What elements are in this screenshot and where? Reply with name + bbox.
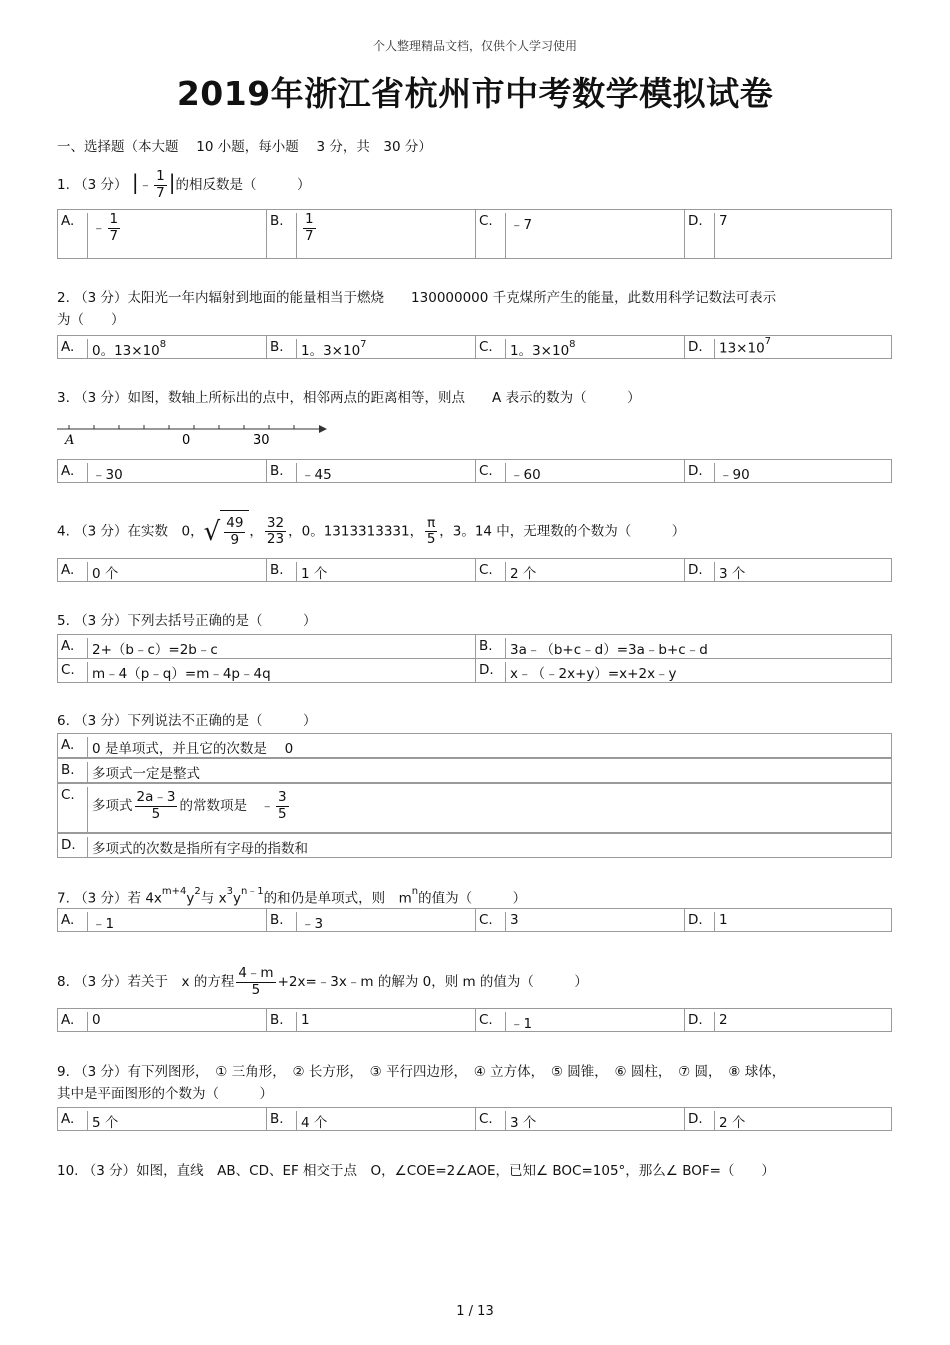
page-header: 个人整理精品文档，仅供个人学习使用 (372, 39, 577, 53)
option-d[interactable]: D. x﹣（﹣2x+y）=x+2x﹣y (479, 662, 677, 682)
option-d[interactable]: D. 7 (685, 210, 891, 258)
question-8: 8. （3 分）若关于 x 的方程 $\frac{4﹣m}{5}$ +2x=﹣3x﹣m 的解为 0，则 m 的值为（ ） (57, 965, 588, 998)
option-d[interactable]: D. 多项式的次数是指所有字母的指数和 (57, 833, 892, 858)
sqrt-symbol: √ (203, 516, 221, 547)
option-c[interactable]: C. ﹣1 (476, 1009, 685, 1031)
option-b[interactable]: B. $\frac{1}{7}$ (267, 210, 476, 258)
option-a[interactable]: A. 5 个 (58, 1108, 267, 1130)
option-b[interactable]: B. ﹣45 (267, 460, 476, 482)
question-10: 10. （3 分）如图，直线 AB、CD、EF 相交于点 O，∠COE=2∠AOE，已知∠ BOC=105°，那么∠ BOF=（ ） (57, 1163, 775, 1179)
question-3-options (57, 459, 892, 483)
option-c[interactable]: C. 3 (476, 909, 685, 931)
question-4-options (57, 558, 892, 582)
question-2-options (57, 335, 892, 359)
option-a[interactable]: A. 0 (58, 1009, 267, 1031)
option-c[interactable]: C. ﹣60 (476, 460, 685, 482)
question-9-options (57, 1107, 892, 1131)
number-line-figure (57, 420, 327, 460)
option-c[interactable]: C. ﹣7 (476, 210, 685, 258)
option-b[interactable]: B. 3a﹣（b+c﹣d）=3a﹣b+c﹣d (479, 638, 708, 658)
question-7: 7. （3 分）若 $4x^{m+4}y^2$与 $x^3y^{n﹣1}$的和仍是单项式，则 $m^n$的值为（ ） (57, 886, 527, 907)
option-d[interactable]: D. 2 个 (688, 1111, 746, 1131)
option-a[interactable]: A. 0。$13\times 10^8$ (58, 336, 267, 358)
option-b[interactable]: B. 4 个 (267, 1108, 476, 1130)
question-9-line2: 其中是平面图形的个数为（ ） (57, 1086, 273, 1102)
option-b[interactable]: B. 1 (267, 1009, 476, 1031)
question-7-options (57, 908, 892, 932)
option-b[interactable]: B. ﹣3 (267, 909, 476, 931)
axis-ticks (69, 425, 294, 429)
zero-label: 0 (182, 433, 191, 448)
question-5-options-row1 (57, 634, 892, 659)
question-2-line1: 2. （3 分）太阳光一年内辐射到地面的能量相当于燃烧 130000000 千克煤所产生的能量，此数用科学记数法可表示 (57, 290, 777, 306)
question-9-line1: 9. （3 分）有下列图形， ① 三角形， ② 长方形， ③ 平行四边形， ④ 立方体， ⑤ 圆锥， ⑥ 圆柱， ⑦ 圆， ⑧ 球体， (57, 1064, 786, 1080)
option-c[interactable]: C. 2 个 (476, 559, 685, 581)
option-d[interactable]: D. 1 (685, 909, 891, 931)
axis-arrow (319, 425, 327, 433)
question-6: 6. （3 分）下列说法不正确的是（ ） (57, 713, 317, 729)
option-a[interactable]: A. 0 个 (58, 559, 267, 581)
option-d[interactable]: D. 3 个 (688, 562, 746, 582)
section-heading: 一、选择题（本大题 10 小题，每小题 3 分，共 30 分） (57, 139, 432, 155)
option-c[interactable]: C. 1。$3\times 10^8$ (476, 336, 685, 358)
option-c[interactable]: C. 多项式 $\frac{2a﹣3}{5}$ 的常数项是 ﹣ $\frac{3}{5}$ (57, 783, 892, 833)
option-a[interactable]: A. ﹣ $\frac{1}{7}$ (58, 210, 267, 258)
fraction: $\frac{1}{7}$ (156, 168, 165, 201)
page-number: 1 / 13 (456, 1304, 494, 1319)
option-c[interactable]: C. 3 个 (476, 1108, 685, 1130)
document-title: 2019年浙江省杭州市中考数学模拟试卷 (176, 74, 774, 113)
option-a[interactable]: A. ﹣1 (58, 909, 267, 931)
option-b[interactable]: B. 多项式一定是整式 (57, 758, 892, 783)
option-b[interactable]: B. 1 个 (267, 559, 476, 581)
option-d[interactable]: D. ﹣90 (688, 463, 750, 483)
option-a[interactable]: A. 0 是单项式，并且它的次数是 0 (57, 733, 892, 758)
point-a-label: A (65, 433, 75, 448)
question-8-options (57, 1008, 892, 1032)
option-a[interactable]: A. ﹣30 (58, 460, 267, 482)
question-1: 1. （3 分） |﹣ $\frac{1}{7}$ |的相反数是（ ） (57, 168, 311, 201)
question-5: 5. （3 分）下列去括号正确的是（ ） (57, 613, 317, 629)
thirty-label: 30 (253, 433, 270, 448)
option-d[interactable]: D. $13\times 10^7$ (688, 336, 772, 357)
option-a[interactable]: A. 2+（b﹣c）=2b﹣c (58, 635, 476, 658)
option-d[interactable]: D. 2 (685, 1009, 891, 1031)
option-c[interactable]: C. m﹣4（p﹣q）=m﹣4p﹣4q (58, 659, 476, 682)
question-1-options (57, 209, 892, 259)
option-b[interactable]: B. 1。$3\times 10^7$ (267, 336, 476, 358)
question-2-line2: 为（ ） (57, 312, 125, 328)
question-3: 3. （3 分）如图，数轴上所标出的点中，相邻两点的距离相等，则点 A 表示的数为（ ） (57, 390, 641, 406)
question-4: 4. （3 分）在实数 0，√ $\frac{49}{9}$ ， $\frac{32}{23}$ ，0。1313313331， $\frac{\pi}{5}$ ，3。14 中，无理数的个数为（ ） (57, 510, 685, 553)
question-5-options-row2 (57, 658, 892, 683)
